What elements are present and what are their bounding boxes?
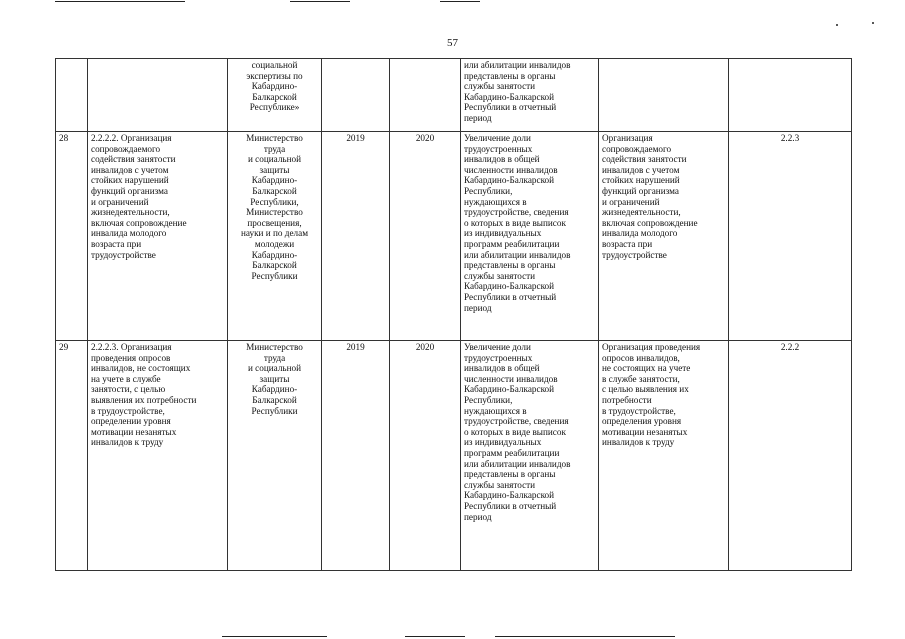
- scan-artifact-bottom-right: [495, 636, 675, 637]
- indicator-cell: или абилитации инвалидов представлены в органы службы занятости Кабардино-Балкарской Республики в отчетный период: [461, 59, 599, 132]
- scan-artifact-dot: [836, 24, 838, 26]
- scan-artifact-bottom-middle: [405, 636, 465, 637]
- start-year-cell: 2019: [322, 132, 390, 341]
- end-year-cell: 2020: [390, 132, 461, 341]
- row-number: 28: [56, 132, 88, 341]
- activity-cell: [88, 59, 228, 132]
- link-code-cell: [729, 59, 852, 132]
- table-row: [56, 59, 852, 132]
- row-number: 29: [56, 341, 88, 571]
- start-year-cell: [322, 59, 390, 132]
- table-row: [56, 341, 852, 571]
- scan-artifact-top-middle: [290, 1, 350, 2]
- activity-cell: 2.2.2.2. Организация сопровождаемого содействия занятости инвалидов с учетом стойких нарушений функций организма и ограничений жизнедеятельности, включая сопровождение инвалида молодого возраста при трудоустройстве: [88, 132, 228, 341]
- start-year-cell: 2019: [322, 341, 390, 571]
- measures-table: [55, 58, 852, 571]
- page-number: 57: [447, 37, 458, 49]
- executor-cell: социальной экспертизы по Кабардино- Балкарской Республике»: [228, 59, 322, 132]
- result-cell: Организация проведения опросов инвалидов, не состоящих на учете в службе занятости, с целью выявления их потребности в трудоустройстве, определения уровня мотивации незанятых инвалидов к труду: [599, 341, 729, 571]
- indicator-cell: Увеличение доли трудоустроенных инвалидов в общей численности инвалидов Кабардино-Балкарской Республики, нуждающихся в трудоустройстве, сведения о которых в виде выписок из индивидуальных программ реабилитации или абилитации инвалидов представлены в органы службы занятости Кабардино-Балкарской Республики в отчетный период: [461, 132, 599, 341]
- result-cell: Организация сопровождаемого содействия занятости инвалидов с учетом стойких нарушений функций организма и ограничений жизнедеятельности, включая сопровождение инвалида молодого возраста при трудоустройстве: [599, 132, 729, 341]
- end-year-cell: [390, 59, 461, 132]
- scan-artifact-top-right: [440, 1, 480, 2]
- executor-cell: Министерство труда и социальной защиты Кабардино- Балкарской Республики, Министерство просвещения, науки и по делам молодежи Кабардино- Балкарской Республики: [228, 132, 322, 341]
- end-year-cell: 2020: [390, 341, 461, 571]
- activity-cell: 2.2.2.3. Организация проведения опросов инвалидов, не состоящих на учете в службе занятости, с целью выявления их потребности в трудоустройстве, определении уровня мотивации незанятых инвалидов к труду: [88, 341, 228, 571]
- table-row: [56, 132, 852, 341]
- executor-cell: Министерство труда и социальной защиты Кабардино- Балкарской Республики: [228, 341, 322, 571]
- indicator-cell: Увеличение доли трудоустроенных инвалидов в общей численности инвалидов Кабардино-Балкарской Республики, нуждающихся в трудоустройстве, сведения о которых в виде выписок из индивидуальных программ реабилитации или абилитации инвалидов представлены в органы службы занятости Кабардино-Балкарской Республики в отчетный период: [461, 341, 599, 571]
- scan-artifact-dot: [872, 22, 874, 24]
- link-code-cell: 2.2.3: [729, 132, 852, 341]
- scan-artifact-bottom-left: [222, 636, 327, 637]
- row-number: [56, 59, 88, 132]
- scan-artifact-top-left: [55, 1, 185, 2]
- result-cell: [599, 59, 729, 132]
- link-code-cell: 2.2.2: [729, 341, 852, 571]
